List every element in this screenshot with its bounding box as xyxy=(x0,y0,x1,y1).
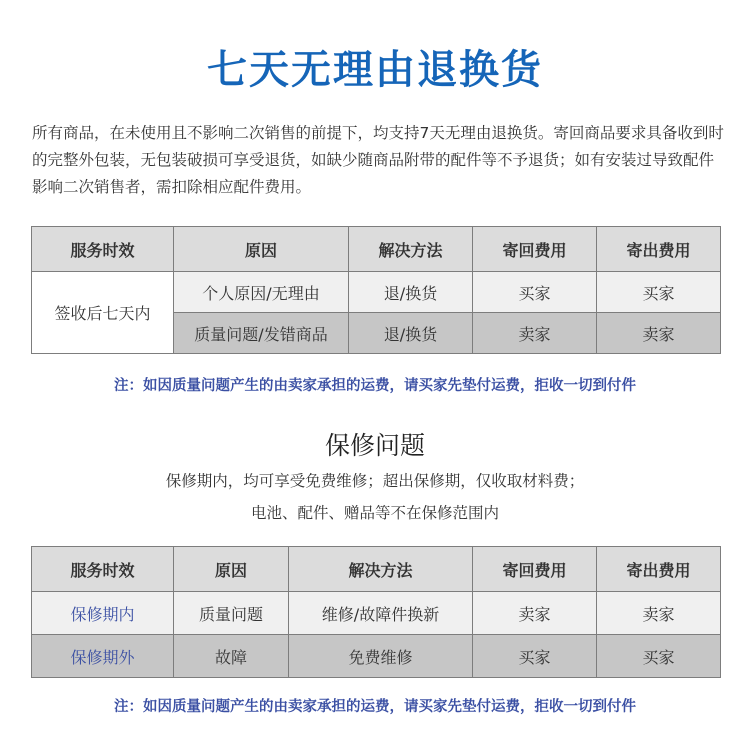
table-header-row xyxy=(32,227,721,272)
header-service-period: 服务时效 xyxy=(32,227,174,272)
return-fee-cell: 买家 xyxy=(473,272,597,313)
return-fee-cell: 卖家 xyxy=(473,313,597,354)
solution-cell: 免费维修 xyxy=(289,635,473,678)
reason-cell: 故障 xyxy=(174,635,289,678)
return-policy-table xyxy=(31,226,721,354)
return-fee-cell: 买家 xyxy=(473,635,597,678)
send-fee-cell: 卖家 xyxy=(597,313,721,354)
reason-cell: 质量问题 xyxy=(174,592,289,635)
period-cell: 保修期外 xyxy=(32,635,174,678)
shipping-note: 注：如因质量问题产生的由卖家承担的运费，请买家先垫付运费，拒收一切到付件 xyxy=(114,699,636,715)
solution-cell: 退/换货 xyxy=(349,313,473,354)
warranty-text-line: 电池、配件、赠品等不在保修范围内 xyxy=(250,504,499,522)
table-row xyxy=(32,272,721,313)
header-solution: 解决方法 xyxy=(289,547,473,592)
shipping-note: 注：如因质量问题产生的由卖家承担的运费，请买家先垫付运费，拒收一切到付件 xyxy=(114,378,636,394)
send-fee-cell: 买家 xyxy=(597,635,721,678)
header-reason: 原因 xyxy=(174,227,349,272)
send-fee-cell: 买家 xyxy=(597,272,721,313)
solution-cell: 退/换货 xyxy=(349,272,473,313)
table-header-row xyxy=(32,547,721,592)
send-fee-cell: 卖家 xyxy=(597,592,721,635)
header-send-fee: 寄出费用 xyxy=(597,547,721,592)
header-return-fee: 寄回费用 xyxy=(473,547,597,592)
warranty-title: 保修问题 xyxy=(324,431,425,460)
warranty-text-line: 保修期内，均可享受免费维修；超出保修期，仅收取材料费； xyxy=(165,472,585,490)
page-title: 七天无理由退换货 xyxy=(207,47,543,93)
header-send-fee: 寄出费用 xyxy=(597,227,721,272)
table-row xyxy=(32,592,721,635)
return-fee-cell: 卖家 xyxy=(473,592,597,635)
solution-cell: 维修/故障件换新 xyxy=(289,592,473,635)
warranty-table xyxy=(31,546,721,678)
header-return-fee: 寄回费用 xyxy=(473,227,597,272)
header-service-period: 服务时效 xyxy=(32,547,174,592)
header-reason: 原因 xyxy=(174,547,289,592)
table-row xyxy=(32,635,721,678)
period-cell: 保修期内 xyxy=(32,592,174,635)
reason-cell: 个人原因/无理由 xyxy=(174,272,349,313)
header-solution: 解决方法 xyxy=(349,227,473,272)
period-cell: 签收后七天内 xyxy=(32,272,174,354)
return-policy-text: 所有商品，在未使用且不影响二次销售的前提下，均支持7天无理由退换货。寄回商品要求具备收到时的完整外包装，无包装破损可享受退货，如缺少随商品附带的配件等不予退货；如有安装过导致配件影响二次销售者，需扣除相应配件费用。 xyxy=(32,124,724,196)
reason-cell: 质量问题/发错商品 xyxy=(174,313,349,354)
